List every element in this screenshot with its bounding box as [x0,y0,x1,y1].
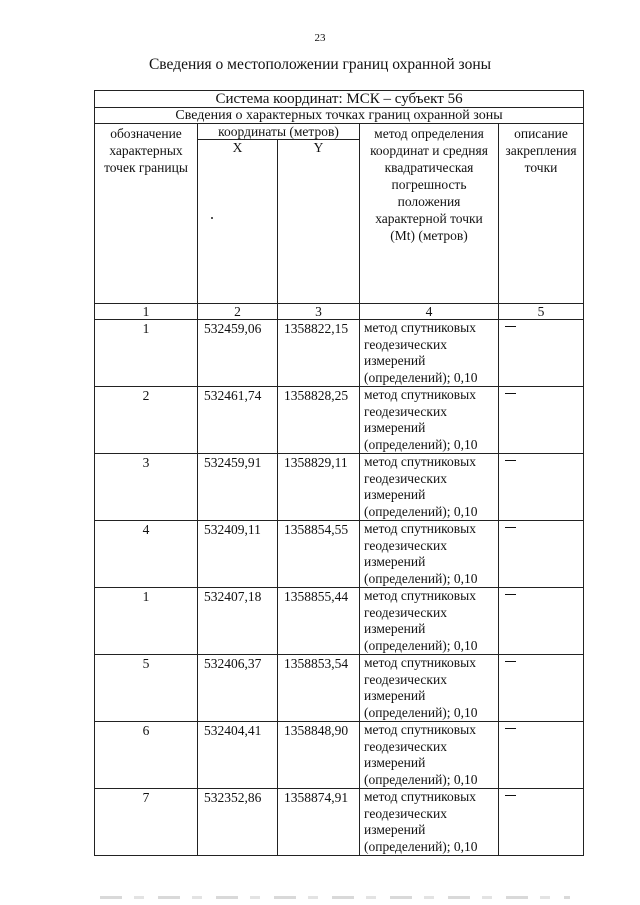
coord-x: 532459,06 [198,320,278,387]
coord-y: 1358848,90 [278,722,360,789]
coord-x: 532459,91 [198,454,278,521]
coord-y: 1358854,55 [278,521,360,588]
coord-x: 532461,74 [198,387,278,454]
point-number: 5 [95,655,198,722]
column-number-row [95,304,584,320]
column-number: 2 [198,304,278,320]
dash-mark [505,460,516,461]
header-method: метод определения координат и средняя квадратическая погрешность положения характерной точки (Mt) (метров) [360,124,499,304]
method-cell: метод спутниковых геодезических измерений (определений); 0,10 [360,454,499,521]
table-row [95,387,584,454]
header-y: Y [278,140,360,304]
point-number: 1 [95,320,198,387]
point-number: 4 [95,521,198,588]
method-cell: метод спутниковых геодезических измерений (определений); 0,10 [360,588,499,655]
dash-mark [505,326,516,327]
table-row [95,521,584,588]
dash-mark [505,795,516,796]
coord-y: 1358828,25 [278,387,360,454]
header-point: обозначение характерных точек границы [95,124,198,304]
table-row [95,454,584,521]
table-row [95,655,584,722]
table-subtitle-row [95,108,584,124]
coord-x: 532407,18 [198,588,278,655]
description-cell [499,588,584,655]
column-number: 4 [360,304,499,320]
scan-speck [211,217,213,219]
coord-x: 532409,11 [198,521,278,588]
coord-y: 1358822,15 [278,320,360,387]
column-number: 3 [278,304,360,320]
dash-mark [505,661,516,662]
coord-y: 1358853,54 [278,655,360,722]
coord-x: 532404,41 [198,722,278,789]
description-cell [499,454,584,521]
method-cell: метод спутниковых геодезических измерений (определений); 0,10 [360,722,499,789]
description-cell [499,722,584,789]
table-subtitle-cell: Сведения о характерных точках границ охранной зоны [95,108,584,124]
coord-x: 532352,86 [198,789,278,856]
method-cell: метод спутниковых геодезических измерений (определений); 0,10 [360,655,499,722]
dash-mark [505,527,516,528]
table-row [95,588,584,655]
coord-y: 1358855,44 [278,588,360,655]
description-cell [499,387,584,454]
dash-mark [505,728,516,729]
column-number: 5 [499,304,584,320]
header-description: описание закрепления точки [499,124,584,304]
point-number: 2 [95,387,198,454]
method-cell: метод спутниковых геодезических измерений (определений); 0,10 [360,320,499,387]
point-number: 7 [95,789,198,856]
point-number: 3 [95,454,198,521]
table-row [95,789,584,856]
method-cell: метод спутниковых геодезических измерений (определений); 0,10 [360,789,499,856]
dash-mark [505,594,516,595]
dash-mark [505,393,516,394]
header-x: X [198,140,278,304]
coordinate-system-row [95,91,584,108]
header-row [95,124,584,140]
header-coordinates: координаты (метров) [198,124,360,140]
point-number: 6 [95,722,198,789]
coord-x: 532406,37 [198,655,278,722]
point-number: 1 [95,588,198,655]
table-row [95,722,584,789]
column-number: 1 [95,304,198,320]
document-title: Сведения о местоположении границ охранной зоны [148,56,492,73]
description-cell [499,521,584,588]
page-number: 23 [314,32,326,44]
coordinate-system-cell: Система координат: МСК – субъект 56 [95,91,584,108]
coord-y: 1358829,11 [278,454,360,521]
method-cell: метод спутниковых геодезических измерений (определений); 0,10 [360,521,499,588]
description-cell [499,655,584,722]
table-row [95,320,584,387]
footer-scan-artifact [100,896,570,899]
description-cell [499,789,584,856]
boundary-points-table [94,90,584,856]
description-cell [499,320,584,387]
method-cell: метод спутниковых геодезических измерений (определений); 0,10 [360,387,499,454]
coord-y: 1358874,91 [278,789,360,856]
